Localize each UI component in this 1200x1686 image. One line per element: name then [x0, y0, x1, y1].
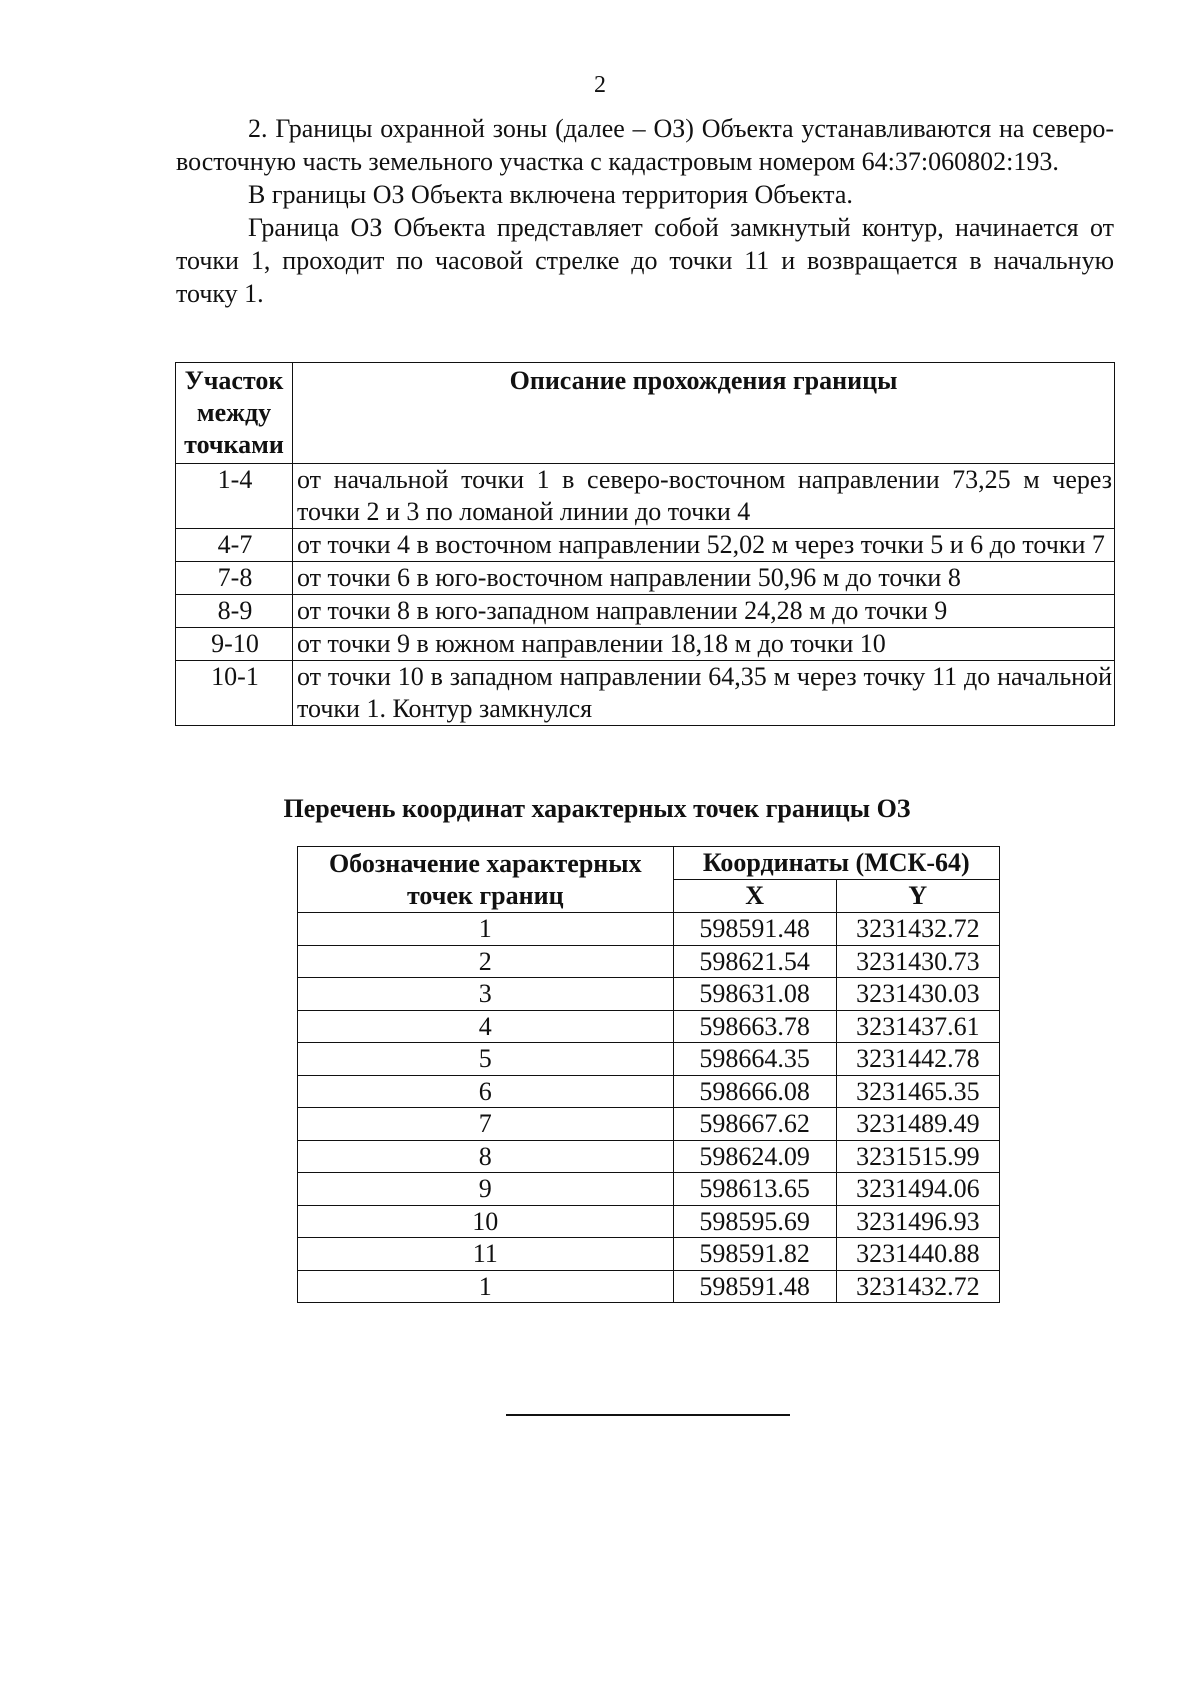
- x-cell: 598631.08: [673, 978, 836, 1011]
- y-cell: 3231442.78: [836, 1043, 999, 1076]
- point-cell: 9: [298, 1173, 674, 1206]
- coordinate-row: [298, 1205, 1000, 1238]
- segment-cell: 1-4: [176, 464, 293, 529]
- description-column-header: Описание прохождения границы: [293, 363, 1115, 464]
- intro-text: [176, 112, 1114, 310]
- end-divider: [506, 1414, 790, 1416]
- point-cell: 10: [298, 1205, 674, 1238]
- description-cell: от точки 4 в восточном направлении 52,02 м через точки 5 и 6 до точки 7: [293, 529, 1115, 562]
- x-cell: 598664.35: [673, 1043, 836, 1076]
- point-cell: 5: [298, 1043, 674, 1076]
- coordinate-row: [298, 1270, 1000, 1303]
- boundary-row: [176, 562, 1115, 595]
- paragraph-contour: Граница ОЗ Объекта представляет собой замкнутый контур, начинается от точки 1, проходит по часовой стрелке до точки 11 и возвращается в начальную точку 1.: [176, 213, 1114, 308]
- coordinate-row: [298, 1238, 1000, 1271]
- boundary-row: [176, 661, 1115, 726]
- y-cell: 3231437.61: [836, 1010, 999, 1043]
- x-cell: 598663.78: [673, 1010, 836, 1043]
- boundary-row: [176, 529, 1115, 562]
- segment-cell: 8-9: [176, 595, 293, 628]
- coordinates-header-row: [298, 847, 1000, 880]
- boundary-table-header: [176, 363, 1115, 464]
- x-cell: 598591.82: [673, 1238, 836, 1271]
- coordinates-title-text: Перечень координат характерных точек границы ОЗ: [283, 794, 911, 823]
- x-cell: 598624.09: [673, 1140, 836, 1173]
- y-cell: 3231515.99: [836, 1140, 999, 1173]
- boundary-description-table: [175, 362, 1115, 726]
- y-cell: 3231496.93: [836, 1205, 999, 1238]
- y-cell: 3231440.88: [836, 1238, 999, 1271]
- description-cell: от точки 6 в юго-восточном направлении 50,96 м до точки 8: [293, 562, 1115, 595]
- segment-cell: 10-1: [176, 661, 293, 726]
- x-cell: 598613.65: [673, 1173, 836, 1206]
- coordinate-row: [298, 913, 1000, 946]
- y-cell: 3231494.06: [836, 1173, 999, 1206]
- description-cell: от точки 10 в западном направлении 64,35 м через точку 11 до начальной точки 1. Контур замкнулся: [293, 661, 1115, 726]
- x-cell: 598595.69: [673, 1205, 836, 1238]
- segment-cell: 7-8: [176, 562, 293, 595]
- point-cell: 3: [298, 978, 674, 1011]
- x-column-header: X: [673, 880, 836, 913]
- description-cell: от точки 9 в южном направлении 18,18 м до точки 10: [293, 628, 1115, 661]
- paragraph-territory: В границы ОЗ Объекта включена территория Объекта.: [248, 180, 853, 209]
- boundary-row: [176, 595, 1115, 628]
- point-cell: 8: [298, 1140, 674, 1173]
- y-column-header: Y: [836, 880, 999, 913]
- coordinate-row: [298, 1010, 1000, 1043]
- point-cell: 4: [298, 1010, 674, 1043]
- x-cell: 598667.62: [673, 1108, 836, 1141]
- coordinates-title: [0, 794, 1200, 824]
- point-cell: 1: [298, 913, 674, 946]
- coordinate-system-header: Координаты (МСК-64): [673, 847, 999, 880]
- x-cell: 598666.08: [673, 1075, 836, 1108]
- coordinate-row: [298, 1043, 1000, 1076]
- boundary-row: [176, 628, 1115, 661]
- y-cell: 3231430.03: [836, 978, 999, 1011]
- segment-cell: 4-7: [176, 529, 293, 562]
- x-cell: 598591.48: [673, 1270, 836, 1303]
- x-cell: 598621.54: [673, 945, 836, 978]
- description-cell: от начальной точки 1 в северо-восточном направлении 73,25 м через точки 2 и 3 по ломаной линии до точки 4: [293, 464, 1115, 529]
- point-cell: 11: [298, 1238, 674, 1271]
- point-cell: 1: [298, 1270, 674, 1303]
- y-cell: 3231432.72: [836, 913, 999, 946]
- coordinates-table: [297, 846, 1000, 1303]
- y-cell: 3231432.72: [836, 1270, 999, 1303]
- y-cell: 3231489.49: [836, 1108, 999, 1141]
- segment-column-header: Участок между точками: [176, 363, 293, 464]
- y-cell: 3231430.73: [836, 945, 999, 978]
- coordinate-row: [298, 1108, 1000, 1141]
- boundary-row: [176, 464, 1115, 529]
- segment-cell: 9-10: [176, 628, 293, 661]
- coordinate-row: [298, 978, 1000, 1011]
- coordinate-row: [298, 1075, 1000, 1108]
- description-cell: от точки 8 в юго-западном направлении 24,28 м до точки 9: [293, 595, 1115, 628]
- page-number: 2: [594, 72, 606, 98]
- paragraph-boundaries: 2. Границы охранной зоны (далее – ОЗ) Объекта устанавливаются на северо-восточную часть земельного участка с кадастровым номером 64:37:060802:193.: [176, 114, 1114, 176]
- x-cell: 598591.48: [673, 913, 836, 946]
- coordinate-row: [298, 945, 1000, 978]
- coordinate-row: [298, 1173, 1000, 1206]
- y-cell: 3231465.35: [836, 1075, 999, 1108]
- point-cell: 7: [298, 1108, 674, 1141]
- point-cell: 6: [298, 1075, 674, 1108]
- point-column-header: Обозначение характерных точек границ: [298, 847, 674, 913]
- coordinate-row: [298, 1140, 1000, 1173]
- point-cell: 2: [298, 945, 674, 978]
